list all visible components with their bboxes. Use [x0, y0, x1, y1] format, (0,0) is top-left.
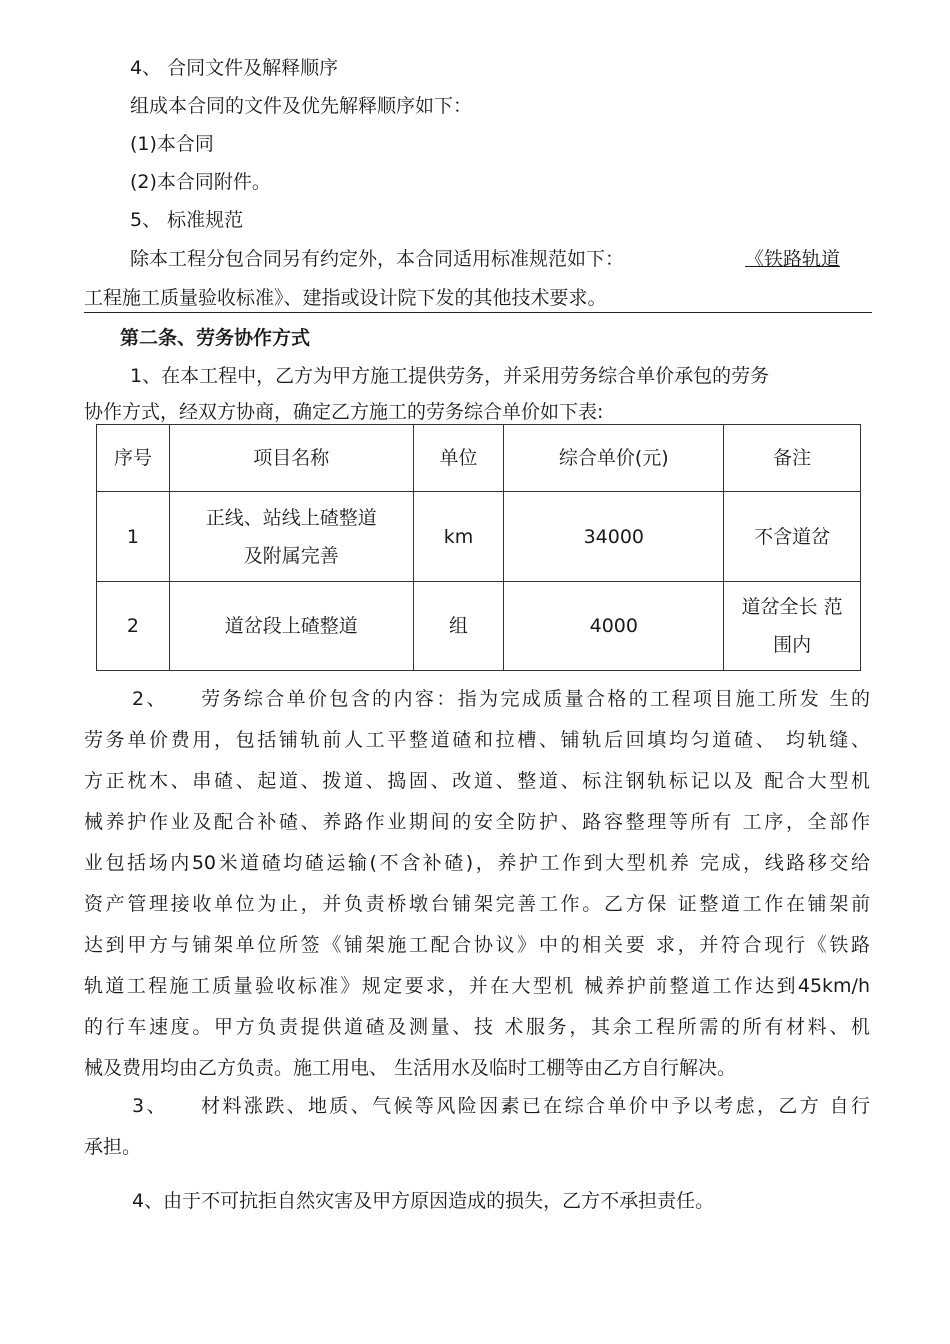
cell-remark-line1: 道岔全长 范	[741, 596, 843, 618]
table-row	[97, 582, 861, 671]
cell-name	[169, 492, 413, 582]
section4-item1: (1)本合同	[130, 133, 214, 155]
cell-unit: 组	[413, 582, 504, 671]
para3-line2: 承担。	[84, 1136, 142, 1158]
cell-name: 道岔段上碴整道	[169, 582, 413, 671]
section5-heading: 5、 标准规范	[130, 209, 244, 231]
section4-heading: 4、 合同文件及解释顺序	[130, 57, 339, 79]
cell-name-line2: 及附属完善	[243, 544, 339, 567]
section5-text-line1a: 除本工程分包合同另有约定外，本合同适用标准规范如下：	[130, 248, 625, 270]
pricing-table	[96, 424, 861, 671]
cell-price: 34000	[504, 492, 724, 582]
cell-no: 1	[97, 492, 170, 582]
section4-intro: 组成本合同的文件及优先解释顺序如下：	[130, 95, 473, 117]
cell-no: 2	[97, 582, 170, 671]
header-unit: 单位	[413, 425, 504, 492]
article2-p1-line1: 1、在本工程中，乙方为甲方施工提供劳务，并采用劳务综合单价承包的劳务	[130, 365, 770, 387]
cell-remark-line2: 围内	[773, 634, 812, 656]
para3-line1: 3、 材料涨跌、地质、气候等风险因素已在综合单价中予以考虑，乙方 自行	[132, 1095, 870, 1117]
cell-name-line1: 正线、站线上碴整道	[205, 506, 377, 529]
para2-line1: 2、 劳务综合单价包含的内容：指为完成质量合格的工程项目施工所发 生的	[132, 688, 870, 710]
para2-line2: 劳务单价费用，包括铺轨前人工平整道碴和拉槽、铺轨后回填均匀道碴、 均轨缝、	[84, 729, 870, 751]
cell-price: 4000	[504, 582, 724, 671]
table-row	[97, 492, 861, 582]
cell-remark: 不含道岔	[724, 492, 861, 582]
header-no: 序号	[97, 425, 170, 492]
para2-line3: 方正枕木、串碴、起道、拨道、捣固、改道、整道、标注钢轨标记以及 配合大型机	[84, 770, 870, 792]
para2-line10: 械及费用均由乙方负责。施工用电、 生活用水及临时工棚等由乙方自行解决。	[84, 1057, 737, 1079]
section5-text-line2: 工程施工质量验收标准》、建指或设计院下发的其他技术要求。	[84, 287, 607, 309]
para2-line7: 达到甲方与铺架单位所签《铺架施工配合协议》中的相关要 求，并符合现行《铁路	[84, 934, 870, 956]
para2-line8: 轨道工程施工质量验收标准》规定要求，并在大型机 械养护前整道工作达到45km/h	[84, 975, 870, 997]
section4-item2: (2)本合同附件。	[130, 171, 271, 193]
para2-line6: 资产管理接收单位为止，并负责桥墩台铺架完善工作。乙方保 证整道工作在铺架前	[84, 893, 870, 915]
cell-unit: km	[413, 492, 504, 582]
header-name: 项目名称	[169, 425, 413, 492]
section5-standard-title: 《铁路轨道	[745, 248, 841, 270]
para2-line9: 的行车速度。甲方负责提供道碴及测量、技 术服务，其余工程所需的所有材料、机	[84, 1016, 870, 1038]
para4-line1: 4、由于不可抗拒自然灾害及甲方原因造成的损失，乙方不承担责任。	[132, 1190, 715, 1212]
table-header-row	[97, 425, 861, 492]
article2-title: 第二条、劳务协作方式	[120, 327, 311, 349]
header-price: 综合单价(元)	[504, 425, 724, 492]
cell-remark	[724, 582, 861, 671]
header-remark: 备注	[724, 425, 861, 492]
article2-p1-line2: 协作方式，经双方协商，确定乙方施工的劳务综合单价如下表:	[84, 401, 604, 423]
para2-line4: 械养护作业及配合补碴、养路作业期间的安全防护、路容整理等所有 工序，全部作	[84, 811, 870, 833]
para2-line5: 业包括场内50米道碴均碴运输(不含补碴)，养护工作到大型机养 完成，线路移交给	[84, 852, 870, 874]
underline-rule	[84, 312, 872, 313]
